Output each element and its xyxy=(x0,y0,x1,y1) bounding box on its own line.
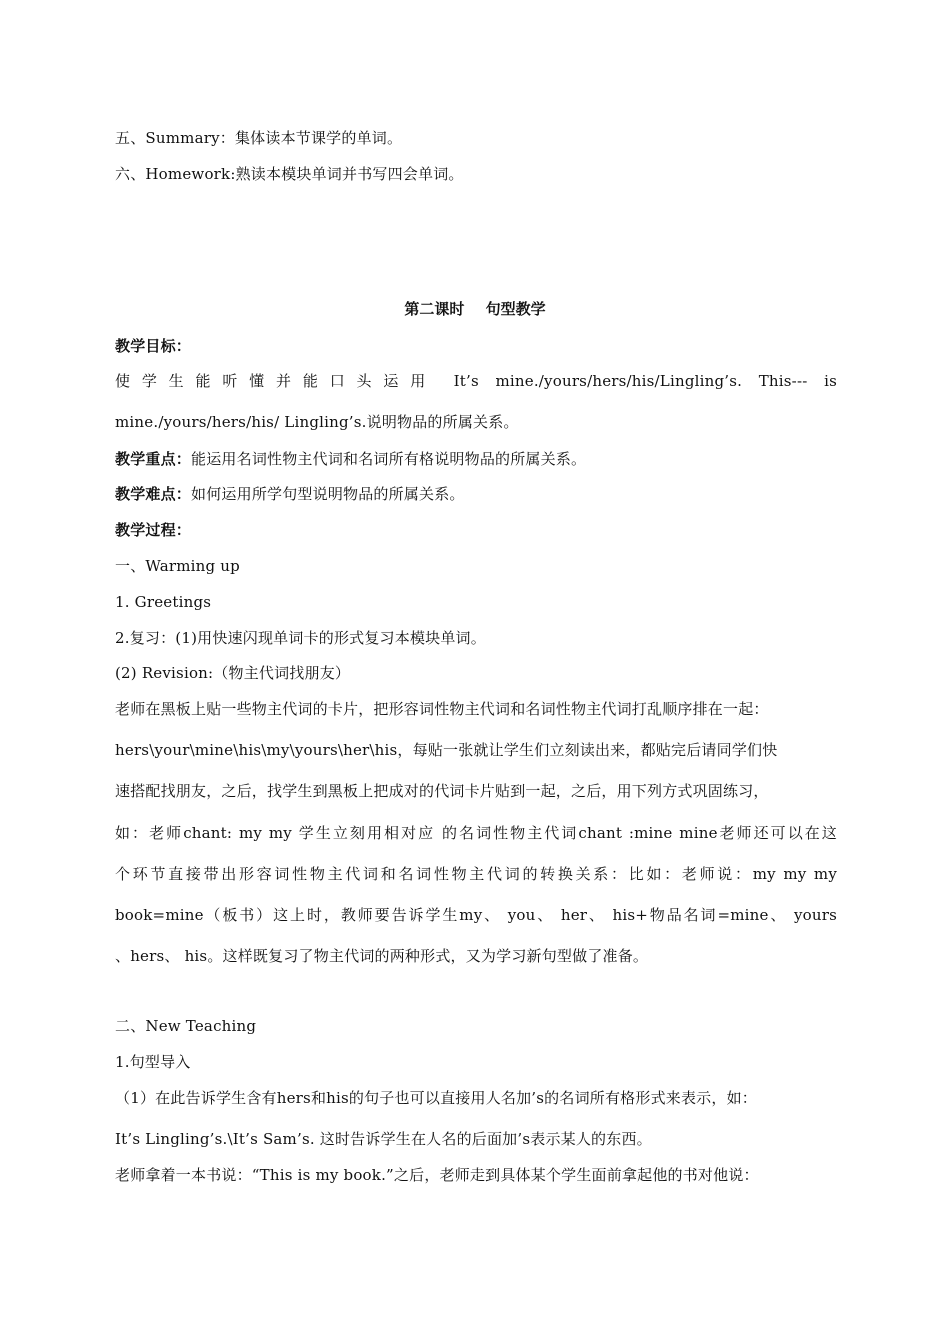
paragraph-line: book=mine（板书）这上时，教师要告诉学生my、 you、 her、 his+物品名词=mine、 yours xyxy=(115,906,837,924)
paragraph-line: 如：老师chant: my my 学生立刻用相对应 的名词性物主代词chant :mine mine老师还可以在这 xyxy=(115,824,837,842)
sentence-intro-line: 1.句型导入 xyxy=(115,1053,191,1071)
lesson-title xyxy=(0,298,950,319)
revision-line: (2) Revision:（物主代词找朋友） xyxy=(115,664,351,682)
paragraph-line: （1）在此告诉学生含有hers和his的句子也可以直接用人名加’s的名词所有格形式来表示，如： xyxy=(115,1089,757,1107)
lesson-title-part2: 句型教学 xyxy=(485,300,546,318)
process-heading: 教学过程： xyxy=(115,521,192,539)
objectives-heading: 教学目标： xyxy=(115,337,192,355)
difficulty-line xyxy=(115,484,465,504)
paragraph-line: hers\your\mine\his\my\yours\her\his，每贴一张就让学生们立刻读出来，都贴完后请同学们快 xyxy=(115,741,778,759)
paragraph-line: 老师拿着一本书说：“This is my book.”之后，老师走到具体某个学生面前拿起他的书对他说： xyxy=(115,1166,759,1184)
homework-line: 六、Homework:熟读本模块单词并书写四会单词。 xyxy=(115,165,464,183)
key-point-line xyxy=(115,449,586,469)
objectives-line-1: 使学生能听懂并能口头运用 It’s mine./yours/hers/his/Lingling’s. This--- is xyxy=(115,372,837,390)
paragraph-line: It’s Lingling’s.\It’s Sam’s. 这时告诉学生在人名的后面加’s表示某人的东西。 xyxy=(115,1130,652,1148)
warming-up-line: 一、Warming up xyxy=(115,557,240,575)
greetings-line: 1. Greetings xyxy=(115,593,212,611)
review-line: 2.复习：(1)用快速闪现单词卡的形式复习本模块单词。 xyxy=(115,629,486,647)
objectives-line-2: mine./yours/hers/his/ Lingling’s.说明物品的所属关系。 xyxy=(115,413,519,431)
key-point-text: 能运用名词性物主代词和名词所有格说明物品的所属关系。 xyxy=(191,450,587,468)
new-teaching-line: 二、New Teaching xyxy=(115,1017,257,1035)
paragraph-line: 速搭配找朋友，之后，找学生到黑板上把成对的代词卡片贴到一起，之后，用下列方式巩固练习， xyxy=(115,782,769,800)
paragraph-line: 、hers、 his。这样既复习了物主代词的两种形式，又为学习新句型做了准备。 xyxy=(115,947,649,965)
paragraph-line: 老师在黑板上贴一些物主代词的卡片，把形容词性物主代词和名词性物主代词打乱顺序排在一起： xyxy=(115,700,769,718)
paragraph-line: 个环节直接带出形容词性物主代词和名词性物主代词的转换关系：比如：老师说：my my my xyxy=(115,865,837,883)
difficulty-label: 教学难点： xyxy=(115,485,192,503)
key-point-label: 教学重点： xyxy=(115,450,192,468)
lesson-title-part1: 第二课时 xyxy=(404,300,465,318)
difficulty-text: 如何运用所学句型说明物品的所属关系。 xyxy=(191,485,465,503)
summary-line: 五、Summary：集体读本节课学的单词。 xyxy=(115,129,403,147)
